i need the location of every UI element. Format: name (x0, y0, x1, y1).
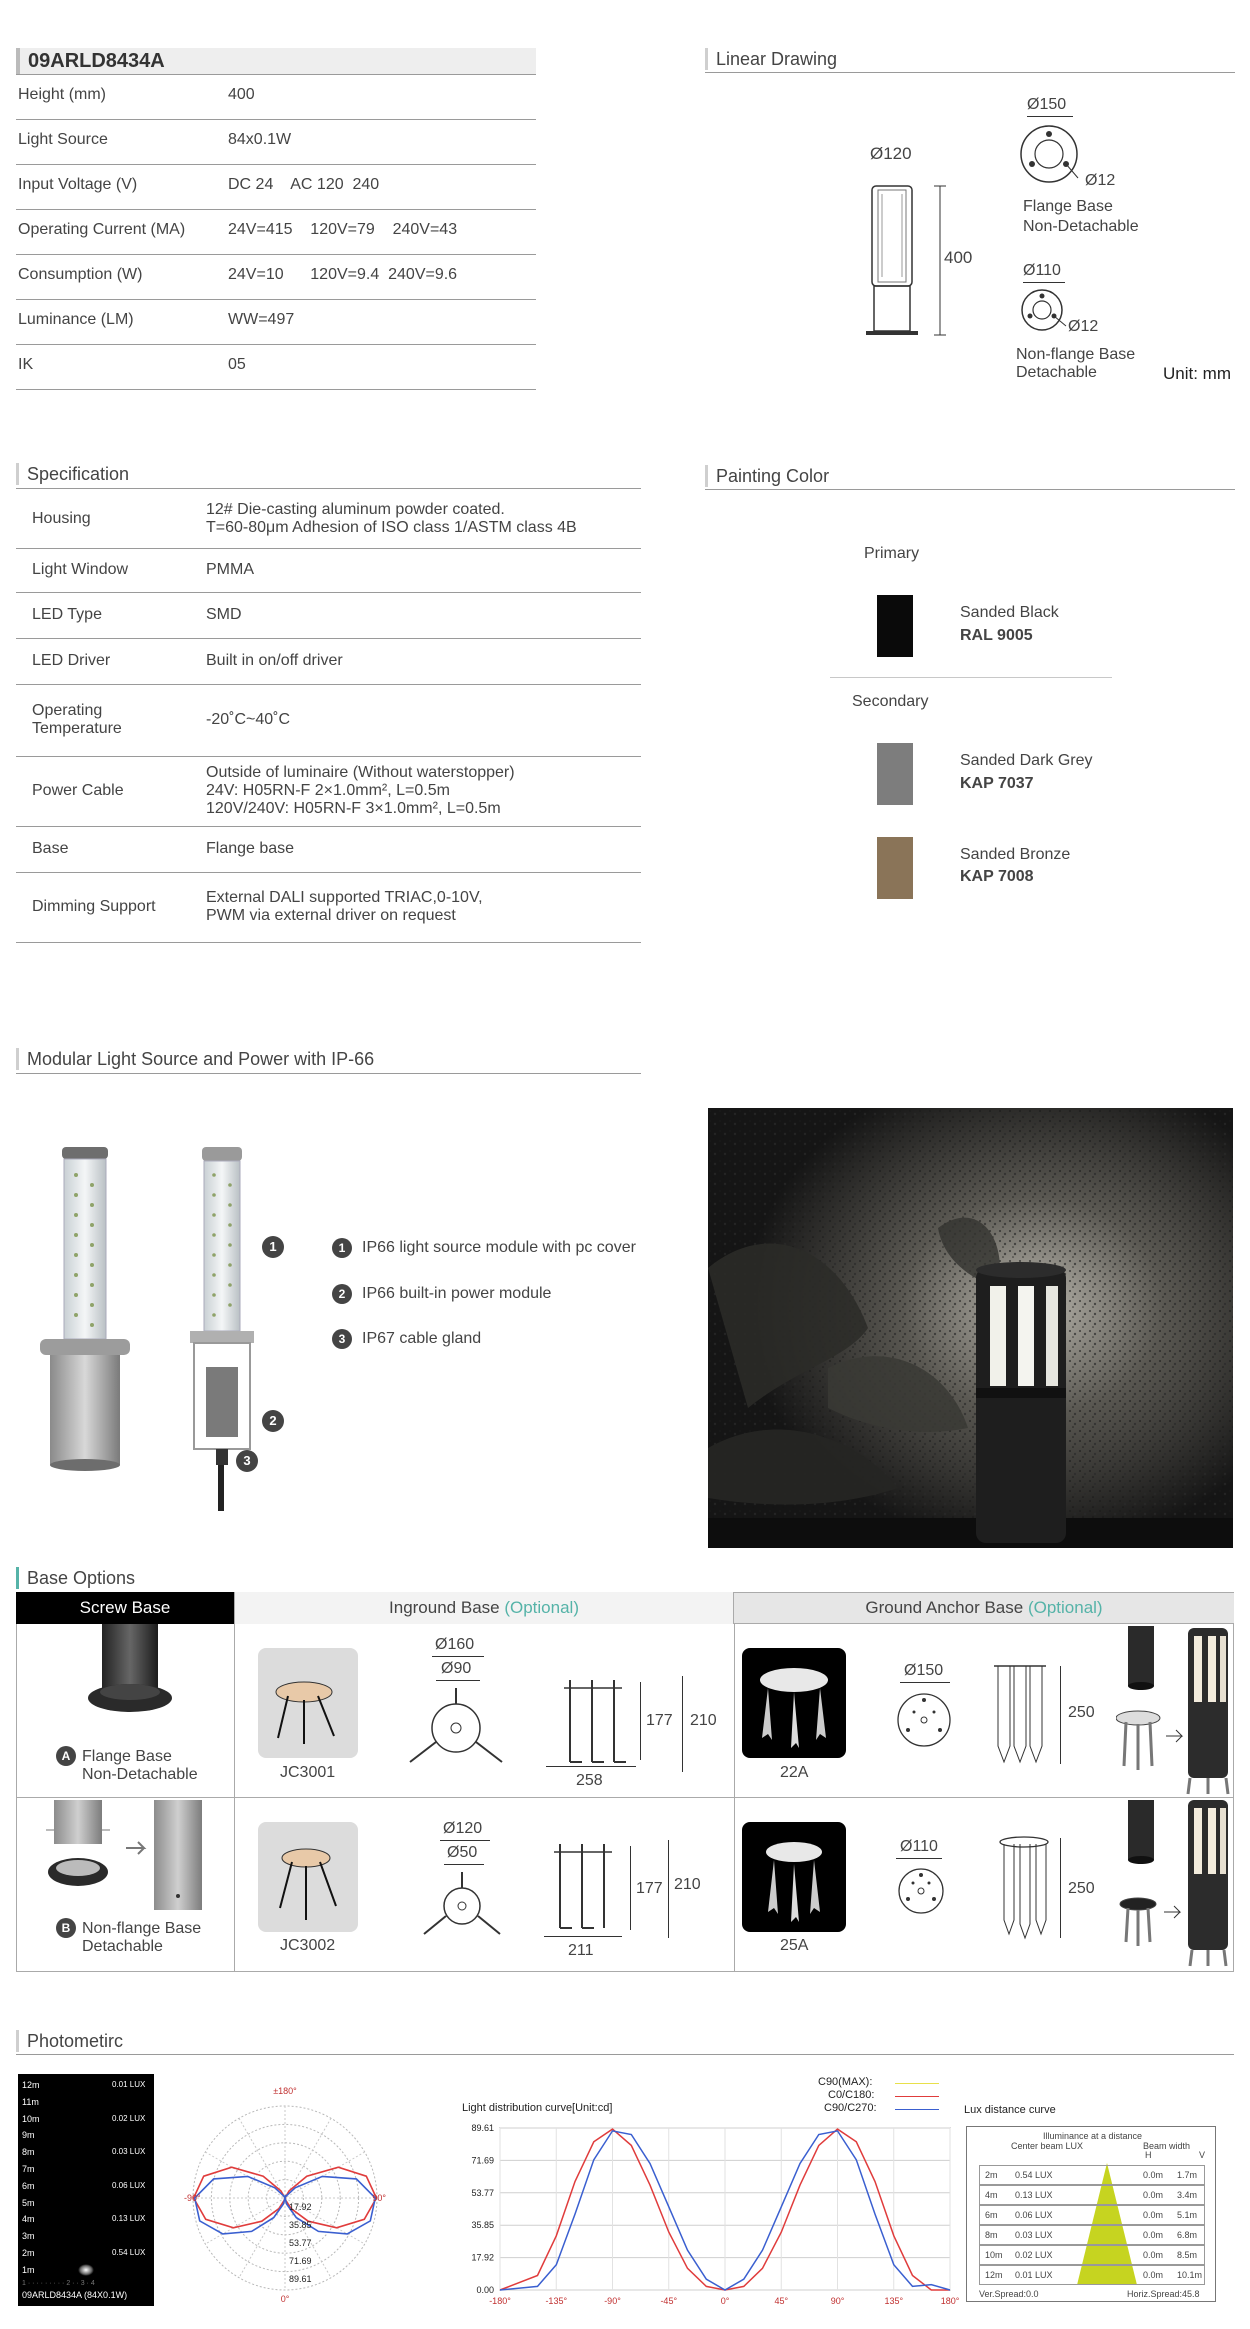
polar-ring-label: 35.85 (289, 2220, 312, 2230)
spec-divider (16, 119, 536, 120)
legend-text-1: IP66 light source module with pc cover (362, 1239, 636, 1256)
chart-xtick: 90° (830, 2296, 845, 2306)
specification-label: LED Driver (32, 652, 111, 669)
anchor-25a-thumb (742, 1822, 846, 1932)
row1-dia-outer: Ø160 (435, 1636, 475, 1653)
chart-ytick: 35.85 (471, 2220, 494, 2231)
row1-anchor-top-drawing (894, 1690, 954, 1750)
chart-ytick: 71.69 (471, 2155, 494, 2166)
modular-title: Modular Light Source and Power with IP-66 (16, 1048, 374, 1070)
lux-table-row (979, 2265, 1205, 2285)
lux-table-distance: 8m (985, 2230, 998, 2240)
specification-value: 12# Die-casting aluminum powder coated. (206, 501, 505, 518)
polar-label-right: 90° (372, 2193, 386, 2203)
specification-divider (16, 756, 641, 757)
row1-w: 258 (576, 1772, 603, 1789)
lux-table-v-value: 6.8m (1177, 2230, 1198, 2240)
header-anchor-label: Ground Anchor Base (Optional) (865, 1598, 1103, 1617)
lux-panel-value: 0.06 LUX (112, 2180, 146, 2190)
night-scene-photo (708, 1108, 1233, 1548)
spec-label: Input Voltage (V) (18, 176, 138, 193)
specification-label: Temperature (32, 720, 122, 737)
spec-value: 24V=10 120V=9.4 240V=9.6 (228, 266, 458, 283)
specification-value: 120V/240V: H05RN-F 3×1.0mm², L=0.5m (206, 800, 501, 817)
lux-table-lux: 0.13 LUX (1015, 2190, 1053, 2200)
lux-panel-distance: 7m (22, 2164, 35, 2174)
row1-inground-side-drawing (552, 1676, 642, 1776)
lux-panel-distance: 3m (22, 2231, 35, 2242)
specification-label: Power Cable (32, 782, 124, 799)
lux-table-distance: 12m (985, 2270, 1003, 2280)
chart-xtick: -90° (604, 2296, 621, 2306)
lux-table-row (979, 2185, 1205, 2205)
specification-value: PMMA (206, 561, 254, 578)
legend-text-2: IP66 built-in power module (362, 1285, 552, 1302)
flange-base-drawing (1016, 122, 1086, 192)
lux-distance-title: Lux distance curve (964, 2104, 1056, 2116)
polar-ring-label: 71.69 (289, 2256, 312, 2266)
dim-nonflange-hole: Ø12 (1068, 318, 1099, 335)
color-name-2: Sanded Dark Grey (960, 752, 1093, 769)
badge-a: A (56, 1746, 76, 1766)
jc3001-thumb (258, 1648, 358, 1758)
specification-value: Built in on/off driver (206, 652, 343, 669)
polar-ring-label: 17.92 (289, 2202, 312, 2212)
spec-value: 24V=415 120V=79 240V=43 (228, 221, 458, 238)
spec-label: Operating Current (MA) (18, 221, 186, 238)
spec-value: WW=497 (228, 311, 295, 328)
spec-label: Consumption (W) (18, 266, 143, 283)
color-code-3: KAP 7008 (960, 868, 1034, 885)
row2-label-1: Non-flange Base (82, 1920, 202, 1937)
lux-panel-footer: 09ARLD8434A (84X0.1W) (22, 2290, 128, 2300)
specification-divider (16, 684, 641, 685)
lux-panel-distance: 6m (22, 2180, 35, 2191)
specification-value: T=60-80μm Adhesion of ISO class 1/ASTM class 4B (206, 519, 577, 536)
color-name-1: Sanded Black (960, 604, 1059, 621)
lux-distance-table (966, 2126, 1216, 2302)
chart-xtick: 135° (884, 2296, 904, 2306)
anchor-25a-code: 25A (780, 1937, 809, 1954)
spec-divider (16, 389, 536, 390)
lux-table-distance: 2m (985, 2170, 998, 2180)
jc3001-code: JC3001 (280, 1764, 336, 1781)
spec-divider (16, 299, 536, 300)
color-swatch-bronze (877, 837, 913, 899)
spec-value: 05 (228, 356, 246, 373)
row1-anchor-side-drawing (990, 1660, 1050, 1770)
flange-label-2: Non-Detachable (1023, 218, 1139, 235)
polar-label-top: ±180° (273, 2086, 297, 2096)
lux-table-h: H (1145, 2150, 1152, 2160)
legend-text-3: IP67 cable gland (362, 1330, 482, 1347)
row1-anchor-assembly (1116, 1626, 1232, 1796)
chart-ytick: 17.92 (471, 2252, 494, 2263)
spec-divider (16, 344, 536, 345)
lux-panel-distance: 9m (22, 2130, 35, 2141)
lux-table-h-value: 0.0m (1143, 2170, 1164, 2180)
base-options-title: Base Options (16, 1567, 135, 1589)
lux-table-h-value: 0.0m (1143, 2270, 1164, 2280)
row1-inground-top-drawing (404, 1684, 514, 1774)
badge-b: B (56, 1918, 76, 1938)
legend-c90: C90/C270: (824, 2102, 877, 2114)
painting-color-title: Painting Color (705, 465, 829, 487)
spec-value: 84x0.1W (228, 131, 292, 148)
lux-panel-distance: 12m (22, 2080, 40, 2090)
row2-anchor-side-drawing (996, 1834, 1052, 1944)
chart-ytick: 0.00 (476, 2285, 494, 2295)
lux-table-distance: 10m (985, 2250, 1003, 2260)
photometric-title: Photometirc (16, 2030, 123, 2052)
unit-label: Unit: mm (1163, 364, 1231, 383)
lux-table-lux: 0.54 LUX (1015, 2170, 1053, 2180)
specification-divider (16, 826, 641, 827)
color-swatch-dark-grey (877, 743, 913, 805)
lux-panel-distance: 2m (22, 2248, 35, 2258)
row2-anchor-assembly (1116, 1800, 1232, 1970)
specification-value: SMD (206, 606, 242, 623)
lux-table-distance: 6m (985, 2210, 998, 2220)
chart-ytick: 53.77 (471, 2187, 494, 2198)
row2-anchor-h: 250 (1068, 1880, 1095, 1897)
color-code-1: RAL 9005 (960, 627, 1033, 644)
lux-table-beam: Beam width (1143, 2141, 1191, 2151)
nonflange-label-1: Non-flange Base (1016, 346, 1136, 363)
lux-table-row (979, 2225, 1205, 2245)
row1-dia-inner: Ø90 (441, 1660, 472, 1677)
row1-anchor-h: 250 (1068, 1704, 1095, 1721)
chart-xtick: 180° (940, 2296, 960, 2306)
lux-panel-distance: 8m (22, 2147, 35, 2158)
flange-label-1: Flange Base (1023, 198, 1113, 215)
linear-drawing-title: Linear Drawing (705, 48, 837, 70)
color-swatch-black (877, 595, 913, 657)
lux-panel-ticks: 1 · · · · · · · · · 2 · · 3 · 4 (22, 2280, 95, 2287)
jc3002-code: JC3002 (280, 1937, 336, 1954)
spec-label: Luminance (LM) (18, 311, 134, 328)
polar-ring-label: 53.77 (289, 2238, 312, 2248)
product-code: 09ARLD8434A (28, 50, 165, 72)
lux-table-row (979, 2165, 1205, 2185)
specification-label: LED Type (32, 606, 102, 623)
lux-panel-value: 0.13 LUX (112, 2214, 146, 2224)
spec-label: IK (18, 356, 34, 373)
header-inground-label: Inground Base (Optional) (389, 1598, 579, 1617)
row2-anchor-dia: Ø110 (900, 1838, 938, 1855)
lux-table-center: Center beam LUX (1011, 2141, 1084, 2151)
light-distribution-chart (440, 2118, 960, 2318)
secondary-label: Secondary (852, 693, 929, 710)
nonflange-base-drawing (1016, 286, 1076, 336)
specification-title: Specification (16, 463, 129, 485)
spec-value: 400 (228, 86, 255, 103)
jc3002-thumb (258, 1822, 358, 1932)
polar-ring-label: 89.61 (289, 2274, 312, 2284)
dim-diameter-main: Ø120 (870, 144, 912, 163)
lux-table-v-value: 5.1m (1177, 2210, 1198, 2220)
lux-table-v-value: 10.1m (1177, 2270, 1203, 2280)
spec-label: Light Source (18, 131, 108, 148)
lux-panel-value: 0.01 LUX (112, 2080, 146, 2089)
curve-title: Light distribution curve[Unit:cd] (462, 2102, 613, 2114)
row1-h1: 177 (646, 1712, 673, 1729)
specification-value: External DALI supported TRIAC,0-10V, (206, 889, 483, 906)
flange-base-photo (80, 1624, 180, 1716)
chart-ytick: 89.61 (471, 2123, 494, 2133)
row2-anchor-top-drawing (896, 1866, 946, 1916)
specification-label: Light Window (32, 561, 129, 578)
nonflange-label-2: Detachable (1016, 364, 1097, 381)
specification-value: PWM via external driver on request (206, 907, 456, 924)
lux-table-v: V (1199, 2150, 1206, 2160)
lux-panel-value: 0.54 LUX (112, 2248, 146, 2257)
polar-series-c90-c270 (195, 2176, 376, 2234)
spec-divider (16, 164, 536, 165)
lux-panel-distance: 10m (22, 2113, 40, 2124)
callout-1-badge: 1 (262, 1236, 284, 1258)
row1-anchor-dia: Ø150 (904, 1662, 944, 1679)
lux-table-v-value: 3.4m (1177, 2190, 1198, 2200)
legend-badge-2: 2 (332, 1284, 352, 1304)
row1-label-2: Non-Detachable (82, 1766, 198, 1783)
row2-inground-side-drawing (546, 1840, 626, 1940)
lux-cone-panel (18, 2074, 154, 2306)
lux-table-lux: 0.03 LUX (1015, 2230, 1053, 2240)
lux-panel-distance: 11m (22, 2096, 39, 2107)
specification-label: Dimming Support (32, 898, 156, 915)
specification-divider (16, 872, 641, 873)
anchor-22a-thumb (742, 1648, 846, 1758)
lux-table-h-value: 0.0m (1143, 2230, 1164, 2240)
lux-table-v-value: 8.5m (1177, 2250, 1198, 2260)
specification-label: Base (32, 840, 69, 857)
header-screw-base-label: Screw Base (79, 1598, 171, 1617)
spec-divider (16, 254, 536, 255)
color-name-3: Sanded Bronze (960, 846, 1071, 863)
specification-divider (16, 942, 641, 943)
row2-dia-inner: Ø50 (447, 1844, 478, 1861)
lux-panel-distance: 4m (22, 2214, 35, 2225)
lux-panel-value: 0.02 LUX (112, 2113, 146, 2123)
chart-xtick: -45° (660, 2296, 678, 2306)
legend-badge-1: 1 (332, 1238, 352, 1258)
lux-panel-value: 0.03 LUX (112, 2147, 146, 2157)
lux-panel-distance: 1m (22, 2264, 35, 2275)
row2-h2: 210 (674, 1876, 701, 1893)
polar-label-left: -90° (184, 2193, 201, 2203)
lux-table-v-value: 1.7m (1177, 2170, 1198, 2180)
specification-label: Operating (32, 702, 103, 719)
row1-h2: 210 (690, 1712, 717, 1729)
lux-table-h-value: 0.0m (1143, 2210, 1164, 2220)
spec-label: Height (mm) (18, 86, 107, 103)
lux-table-row (979, 2205, 1205, 2225)
chart-xtick: -135° (545, 2296, 568, 2306)
lux-table-row (979, 2245, 1205, 2265)
lux-table-distance: 4m (985, 2190, 998, 2200)
spec-divider (16, 209, 536, 210)
dim-flange-diameter: Ø150 (1027, 96, 1067, 113)
specification-value: Flange base (206, 840, 295, 857)
legend-c0: C0/C180: (828, 2089, 875, 2101)
lux-table-hor-spread: Horiz.Spread:45.8 (1127, 2289, 1200, 2299)
lux-table-h-value: 0.0m (1143, 2250, 1164, 2260)
specification-value: Outside of luminaire (Without waterstopper) (206, 764, 515, 781)
dim-height: 400 (944, 248, 973, 267)
color-code-2: KAP 7037 (960, 775, 1034, 792)
chart-xtick: -180° (489, 2296, 511, 2306)
specification-divider (16, 592, 641, 593)
row2-h1: 177 (636, 1880, 663, 1897)
dim-flange-hole: Ø12 (1085, 172, 1116, 189)
callout-2-badge: 2 (262, 1410, 284, 1432)
specification-value: 24V: H05RN-F 2×1.0mm², L=0.5m (206, 782, 450, 799)
specification-value: -20˚C~40˚C (206, 711, 291, 728)
callout-3-badge: 3 (236, 1450, 258, 1472)
legend-c90max: C90(MAX): (818, 2076, 873, 2088)
lux-table-lux: 0.02 LUX (1015, 2250, 1053, 2260)
row2-inground-top-drawing (418, 1866, 504, 1946)
lux-panel-distance: 5m (22, 2197, 35, 2208)
lux-table-ver-spread: Ver.Spread:0.0 (979, 2289, 1039, 2299)
chart-xtick: 0° (720, 2296, 730, 2306)
row2-dia-outer: Ø120 (443, 1820, 483, 1837)
row2-label-2: Detachable (82, 1938, 163, 1955)
polar-distribution-chart (180, 2082, 390, 2304)
row2-w: 211 (568, 1942, 594, 1959)
polar-label-bottom: 0° (280, 2294, 290, 2304)
lux-table-h-value: 0.0m (1143, 2190, 1164, 2200)
dim-nonflange-diameter: Ø110 (1023, 262, 1061, 279)
lux-table-lux: 0.01 LUX (1015, 2270, 1053, 2280)
lux-table-title: Illuminance at a distance (1043, 2131, 1143, 2141)
legend-badge-3: 3 (332, 1329, 352, 1349)
nonflange-base-photo (46, 1800, 236, 1916)
row1-label-1: Flange Base (82, 1748, 172, 1765)
chart-xtick: 45° (774, 2296, 789, 2306)
specification-divider (16, 638, 641, 639)
specification-label: Housing (32, 510, 91, 527)
lux-table-lux: 0.06 LUX (1015, 2210, 1053, 2220)
primary-label: Primary (864, 545, 920, 562)
spec-value: DC 24 AC 120 240 (228, 176, 380, 193)
specification-divider (16, 548, 641, 549)
anchor-22a-code: 22A (780, 1764, 809, 1781)
